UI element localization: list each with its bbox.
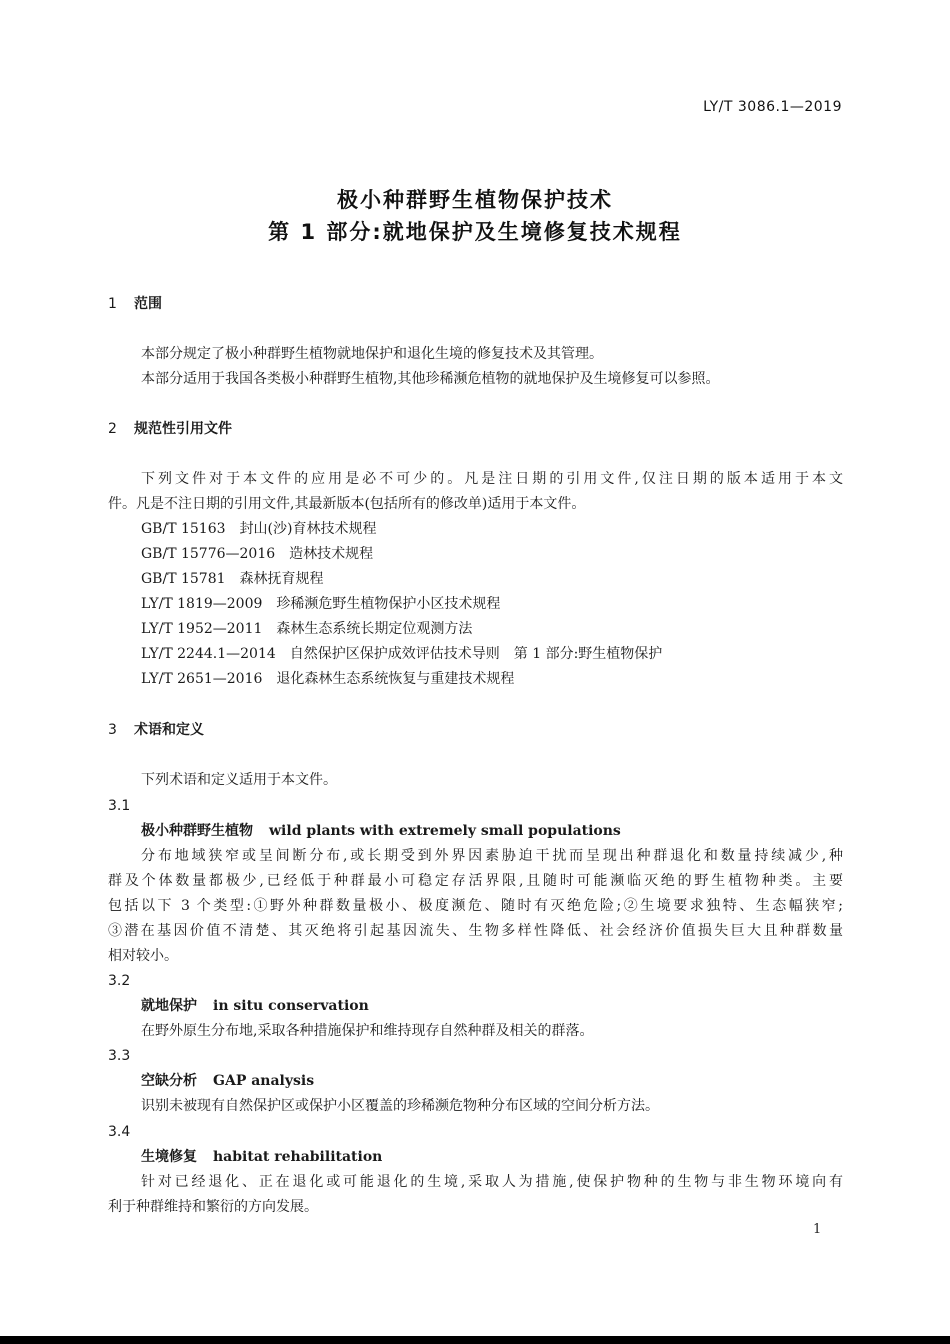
term-chinese: 就地保护: [141, 998, 197, 1014]
term-definition-line: 识别未被现有自然保护区或保护小区覆盖的珍稀濒危物种分布区域的空间分析方法。: [141, 1098, 659, 1114]
reference-code: LY/T 1952—2011: [141, 621, 263, 637]
document-title-line1: 极小种群野生植物保护技术: [337, 188, 613, 212]
reference-item: [141, 594, 843, 614]
term-heading: [141, 1147, 843, 1167]
reference-code: LY/T 2244.1—2014: [141, 646, 276, 662]
reference-title: 自然保护区保护成效评估技术导则 第 1 部分:野生植物保护: [289, 646, 663, 662]
section-number: 2: [108, 421, 117, 437]
reference-code: GB/T 15781: [141, 571, 226, 587]
term-chinese: 空缺分析: [141, 1073, 197, 1089]
term-definition-line: 群及个体数量都极少,已经低于种群最小可稳定存活界限,且随时可能濒临灭绝的野生植物种类。主要: [108, 873, 843, 889]
section-2-intro-line-1: 下列文件对于本文件的应用是必不可少的。凡是注日期的引用文件,仅注日期的版本适用于本文: [141, 471, 843, 487]
term-english: wild plants with extremely small populations: [269, 823, 621, 839]
section-2-heading: [108, 419, 843, 439]
section-1-heading: [108, 294, 843, 314]
reference-code: GB/T 15776—2016: [141, 546, 276, 562]
term-chinese: 极小种群野生植物: [141, 823, 253, 839]
section-1-para-1: 本部分规定了极小种群野生植物就地保护和退化生境的修复技术及其管理。: [141, 346, 603, 362]
term-definition-line: 在野外原生分布地,采取各种措施保护和维持现存自然种群及相关的群落。: [141, 1023, 594, 1039]
term-chinese: 生境修复: [141, 1149, 197, 1165]
term-heading: [141, 821, 843, 841]
reference-code: LY/T 1819—2009: [141, 596, 263, 612]
section-number: 1: [108, 296, 117, 312]
bottom-edge-bar: [0, 1336, 950, 1344]
term-english: GAP analysis: [213, 1073, 315, 1089]
term-definition-line: 分布地域狭窄或呈间断分布,或长期受到外界因素胁迫干扰而呈现出种群退化和数量持续减少,种: [141, 848, 843, 864]
term-number: 3.3: [108, 1048, 131, 1064]
reference-title: 森林生态系统长期定位观测方法: [276, 621, 473, 637]
section-3-intro: 下列术语和定义适用于本文件。: [141, 772, 337, 788]
reference-title: 退化森林生态系统恢复与重建技术规程: [276, 671, 515, 687]
reference-title: 造林技术规程: [289, 546, 374, 562]
section-number: 3: [108, 722, 117, 738]
term-definition-line: 包括以下 3 个类型:①野外种群数量极小、极度濒危、随时有灭绝危险;②生境要求独特、生态幅狭窄;: [108, 898, 843, 914]
reference-code: GB/T 15163: [141, 521, 226, 537]
section-1-para-2: 本部分适用于我国各类极小种群野生植物,其他珍稀濒危植物的就地保护及生境修复可以参照。: [141, 371, 720, 387]
reference-item: [141, 644, 843, 664]
section-title: 范围: [134, 296, 162, 312]
section-2-intro-line-2: 件。凡是不注日期的引用文件,其最新版本(包括所有的修改单)适用于本文件。: [108, 496, 586, 512]
section-title: 规范性引用文件: [134, 421, 232, 437]
term-heading: [141, 1071, 843, 1091]
reference-code: LY/T 2651—2016: [141, 671, 263, 687]
section-title: 术语和定义: [134, 722, 204, 738]
standard-number: LY/T 3086.1—2019: [703, 99, 842, 115]
reference-item: [141, 569, 843, 589]
term-definition-line: 针对已经退化、正在退化或可能退化的生境,采取人为措施,使保护物种的生物与非生物环境向有: [141, 1174, 843, 1190]
term-english: habitat rehabilitation: [213, 1149, 383, 1165]
term-definition-line: ③潜在基因价值不清楚、其灭绝将引起基因流失、生物多样性降低、社会经济价值损失巨大且种群数量: [108, 923, 843, 939]
term-english: in situ conservation: [213, 998, 369, 1014]
term-number: 3.1: [108, 798, 131, 814]
reference-title: 封山(沙)育林技术规程: [239, 521, 377, 537]
term-definition-line: 相对较小。: [108, 948, 178, 964]
term-number: 3.4: [108, 1124, 131, 1140]
reference-item: [141, 669, 843, 689]
page-number: 1: [813, 1222, 822, 1237]
reference-item: [141, 544, 843, 564]
section-3-heading: [108, 720, 843, 740]
reference-title: 珍稀濒危野生植物保护小区技术规程: [276, 596, 501, 612]
reference-title: 森林抚育规程: [239, 571, 324, 587]
term-definition-line: 利于种群维持和繁衍的方向发展。: [108, 1199, 318, 1215]
term-heading: [141, 996, 843, 1016]
reference-item: [141, 619, 843, 639]
term-number: 3.2: [108, 973, 131, 989]
reference-item: [141, 519, 843, 539]
document-title-line2: 第 1 部分:就地保护及生境修复技术规程: [268, 220, 682, 244]
